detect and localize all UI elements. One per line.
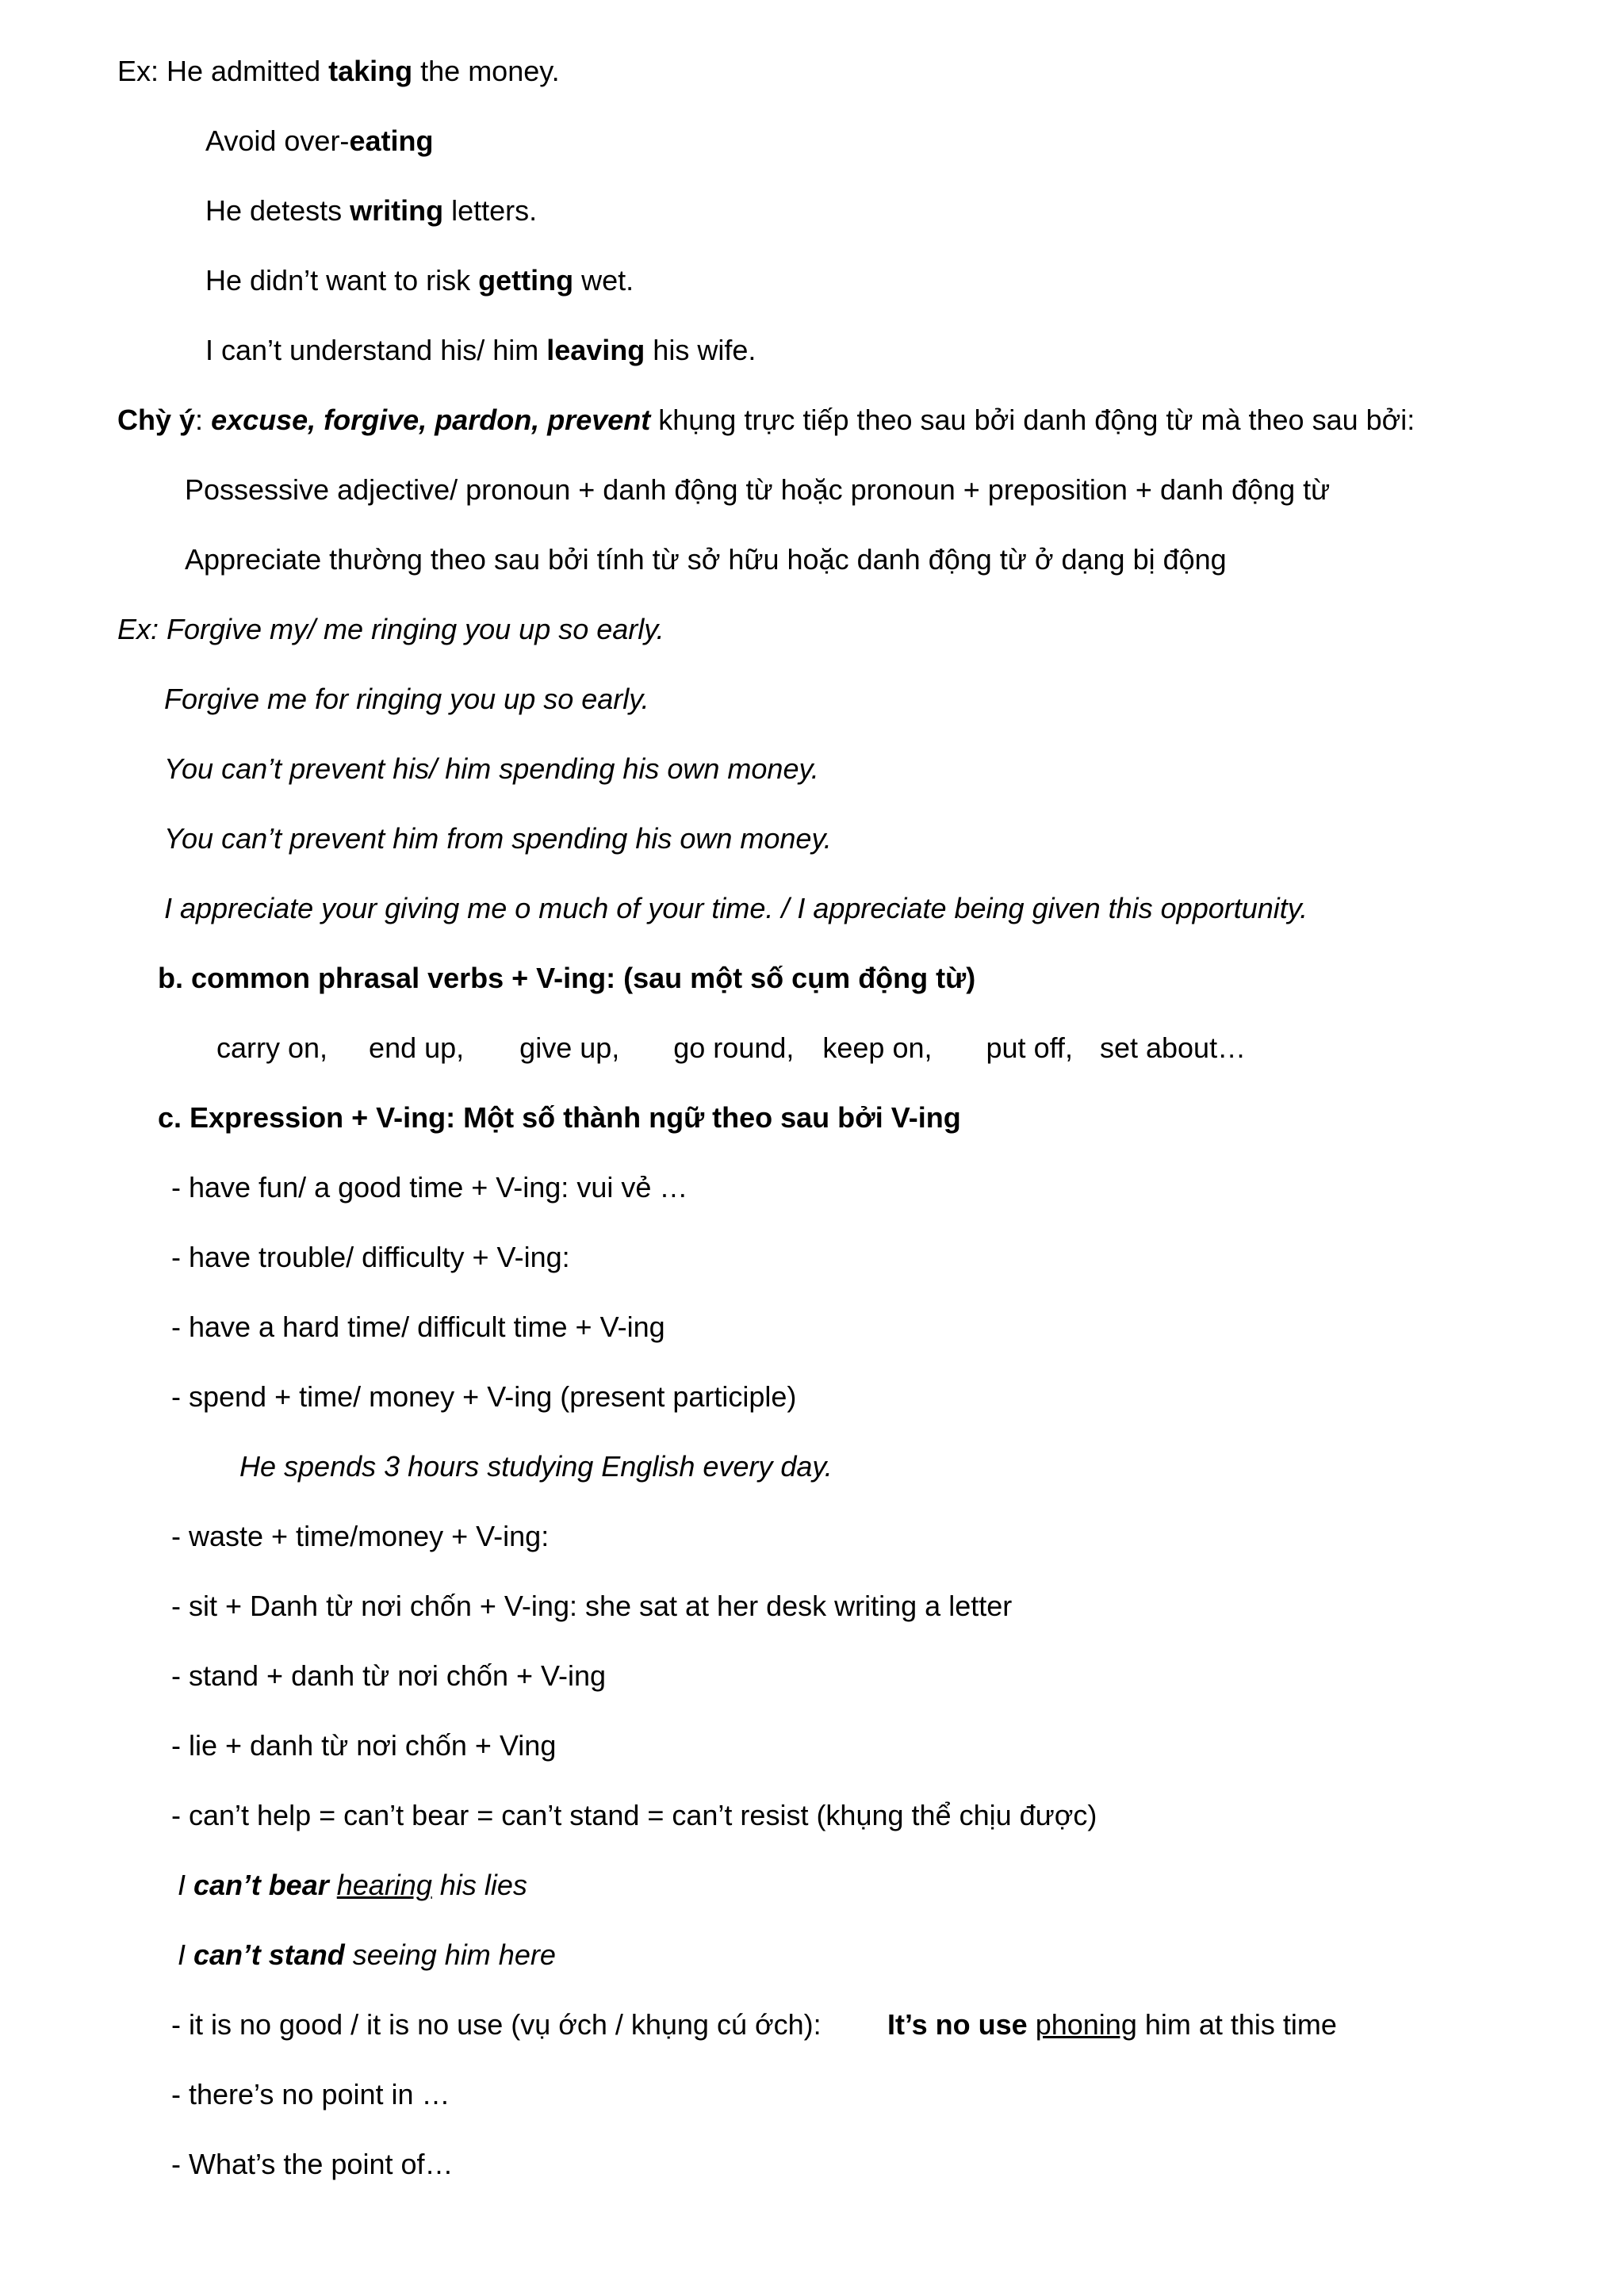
expr-have-trouble: - have trouble/ difficulty + V-ing: xyxy=(171,1241,570,1273)
example-no-use: It’s no use phoning him at this time xyxy=(887,2008,1337,2041)
example-prevent-2: You can’t prevent him from spending his own money. xyxy=(164,822,832,855)
expr-hard-time: - have a hard time/ difficult time + V-ing xyxy=(171,1311,665,1343)
example-prevent-1: You can’t prevent his/ him spending his own money. xyxy=(164,752,819,785)
example-appreciate: I appreciate your giving me o much of your time. / I appreciate being given this opportunity. xyxy=(164,892,1308,924)
phrasal-verb-list: carry on, end up, give up, go round, keep on, put off, set about… xyxy=(216,1031,1247,1064)
expr-waste: - waste + time/money + V-ing: xyxy=(171,1520,550,1552)
expr-no-point: - there’s no point in … xyxy=(171,2078,450,2110)
expr-have-fun: - have fun/ a good time + V-ing: vui vẻ … xyxy=(171,1171,688,1203)
expr-whats-point: - What’s the point of… xyxy=(171,2148,454,2180)
example-detests: He detests writing letters. xyxy=(205,194,538,227)
example-cant-stand: I can’t stand seeing him here xyxy=(178,1938,556,1971)
expr-stand: - stand + danh từ nơi chốn + V-ing xyxy=(171,1659,607,1692)
expr-cant-help: - can’t help = can’t bear = can’t stand = can’t resist (khụng thể chịu được) xyxy=(171,1799,1097,1831)
section-b-heading: b. common phrasal verbs + V-ing: (sau một số cụm động từ) xyxy=(158,962,976,994)
example-risk: He didn’t want to risk getting wet. xyxy=(205,264,634,297)
expr-no-use: - it is no good / it is no use (vụ ớch / khụng cú ớch): xyxy=(171,2008,822,2041)
example-spend: He spends 3 hours studying English every day. xyxy=(239,1450,833,1483)
example-understand: I can’t understand his/ him leaving his wife. xyxy=(205,334,756,366)
example-forgive-1: Ex: Forgive my/ me ringing you up so early. xyxy=(117,613,665,645)
example-avoid: Avoid over-eating xyxy=(205,124,434,157)
example-cant-bear: I can’t bear hearing his lies xyxy=(178,1869,527,1901)
example-admitted: Ex: He admitted taking the money. xyxy=(117,55,560,87)
rule-appreciate: Appreciate thường theo sau bởi tính từ sở hữu hoặc danh động từ ở dạng bị động xyxy=(185,543,1227,576)
section-c-heading: c. Expression + V-ing: Một số thành ngữ theo sau bởi V-ing xyxy=(158,1101,961,1134)
expr-lie: - lie + danh từ nơi chốn + Ving xyxy=(171,1729,557,1762)
example-forgive-2: Forgive me for ringing you up so early. xyxy=(164,683,649,715)
expr-spend: - spend + time/ money + V-ing (present participle) xyxy=(171,1380,797,1413)
rule-possessive: Possessive adjective/ pronoun + danh động từ hoặc pronoun + preposition + danh động từ xyxy=(185,473,1331,506)
expr-sit: - sit + Danh từ nơi chốn + V-ing: she sat at her desk writing a letter xyxy=(171,1590,1013,1622)
note-line: Chỳ ý: excuse, forgive, pardon, prevent khụng trực tiếp theo sau bởi danh động từ mà theo sau bởi: xyxy=(117,404,1415,436)
